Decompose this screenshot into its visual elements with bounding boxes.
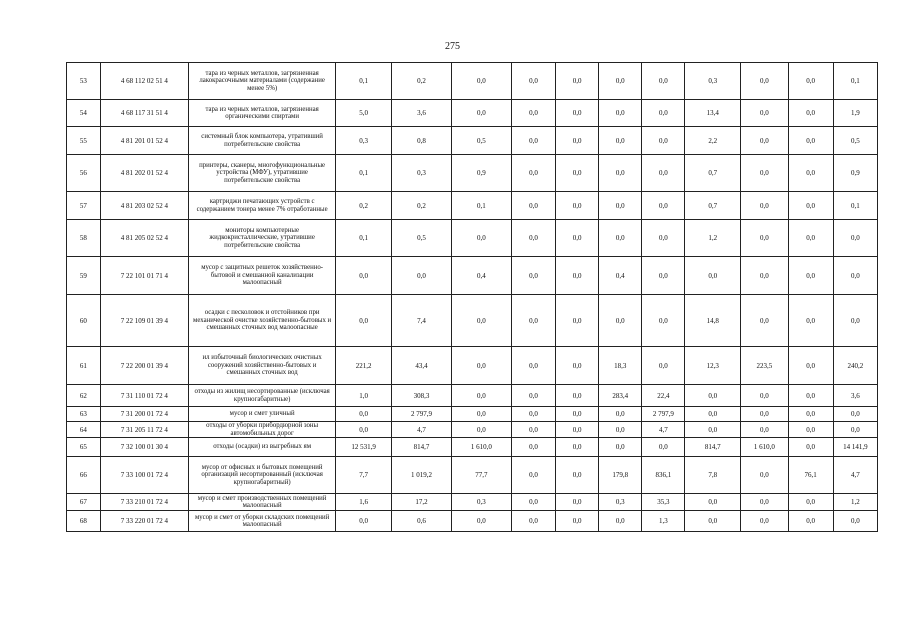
row-number-cell: 61 xyxy=(67,347,101,385)
table-row xyxy=(67,192,878,220)
value-cell: 0,0 xyxy=(788,220,833,257)
value-cell: 76,1 xyxy=(788,457,833,494)
code-cell: 7 22 200 01 39 4 xyxy=(100,347,188,385)
value-cell: 0,0 xyxy=(642,257,685,295)
value-cell: 0,0 xyxy=(741,100,788,127)
code-cell: 7 22 101 01 71 4 xyxy=(100,257,188,295)
value-cell: 0,0 xyxy=(741,127,788,155)
value-cell: 0,1 xyxy=(833,63,877,100)
value-cell: 35,3 xyxy=(642,494,685,511)
name-cell: картриджи печатающих устройств с содержанием тонера менее 7% отработанные xyxy=(189,192,336,220)
value-cell: 0,9 xyxy=(833,155,877,192)
value-cell: 0,6 xyxy=(391,511,451,532)
value-cell: 0,0 xyxy=(599,127,642,155)
value-cell: 0,0 xyxy=(741,385,788,407)
code-cell: 4 68 112 02 51 4 xyxy=(100,63,188,100)
value-cell: 0,0 xyxy=(556,127,599,155)
value-cell: 0,0 xyxy=(556,511,599,532)
row-number-cell: 64 xyxy=(67,422,101,438)
value-cell: 0,5 xyxy=(391,220,451,257)
value-cell: 0,5 xyxy=(451,127,511,155)
value-cell: 836,1 xyxy=(642,457,685,494)
value-cell: 1,6 xyxy=(336,494,392,511)
name-cell: тара из черных металлов, загрязненная органическими спиртами xyxy=(189,100,336,127)
value-cell: 0,2 xyxy=(391,192,451,220)
row-number-cell: 56 xyxy=(67,155,101,192)
code-cell: 4 81 202 01 52 4 xyxy=(100,155,188,192)
value-cell: 43,4 xyxy=(391,347,451,385)
row-number-cell: 58 xyxy=(67,220,101,257)
name-cell: принтеры, сканеры, многофункциональные устройства (МФУ), утратившие потребительские свойства xyxy=(189,155,336,192)
value-cell: 0,7 xyxy=(685,192,741,220)
code-cell: 7 31 110 01 72 4 xyxy=(100,385,188,407)
value-cell: 0,0 xyxy=(556,347,599,385)
value-cell: 13,4 xyxy=(685,100,741,127)
value-cell: 0,1 xyxy=(336,63,392,100)
value-cell: 0,0 xyxy=(741,422,788,438)
value-cell: 0,0 xyxy=(642,295,685,347)
value-cell: 77,7 xyxy=(451,457,511,494)
value-cell: 0,0 xyxy=(642,347,685,385)
value-cell: 0,0 xyxy=(599,220,642,257)
value-cell: 0,3 xyxy=(336,127,392,155)
value-cell: 0,0 xyxy=(511,494,555,511)
value-cell: 0,0 xyxy=(741,192,788,220)
value-cell: 0,0 xyxy=(741,63,788,100)
value-cell: 0,0 xyxy=(685,422,741,438)
value-cell: 0,0 xyxy=(511,155,555,192)
row-number-cell: 62 xyxy=(67,385,101,407)
table-row xyxy=(67,407,878,422)
value-cell: 1,2 xyxy=(833,494,877,511)
value-cell: 0,0 xyxy=(556,422,599,438)
value-cell: 0,0 xyxy=(556,220,599,257)
value-cell: 0,0 xyxy=(741,155,788,192)
name-cell: осадки с песколовок и отстойников при механической очистке хозяйственно-бытовых и смешанных сточных вод малоопасные xyxy=(189,295,336,347)
value-cell: 4,7 xyxy=(391,422,451,438)
value-cell: 0,0 xyxy=(599,295,642,347)
value-cell: 0,0 xyxy=(336,257,392,295)
row-number-cell: 68 xyxy=(67,511,101,532)
value-cell: 0,0 xyxy=(451,220,511,257)
row-number-cell: 63 xyxy=(67,407,101,422)
value-cell: 1 610,0 xyxy=(451,438,511,457)
value-cell: 0,0 xyxy=(511,127,555,155)
value-cell: 0,0 xyxy=(336,295,392,347)
value-cell: 0,0 xyxy=(788,192,833,220)
value-cell: 223,5 xyxy=(741,347,788,385)
value-cell: 0,0 xyxy=(556,100,599,127)
value-cell: 0,0 xyxy=(511,295,555,347)
table-row xyxy=(67,257,878,295)
row-number-cell: 60 xyxy=(67,295,101,347)
value-cell: 12 531,9 xyxy=(336,438,392,457)
value-cell: 0,2 xyxy=(336,192,392,220)
code-cell: 7 32 100 01 30 4 xyxy=(100,438,188,457)
value-cell: 0,0 xyxy=(642,100,685,127)
value-cell: 0,0 xyxy=(788,494,833,511)
name-cell: отходы из жилищ несортированные (исключая крупногабаритные) xyxy=(189,385,336,407)
value-cell: 0,2 xyxy=(391,63,451,100)
value-cell: 1 019,2 xyxy=(391,457,451,494)
name-cell: системный блок компьютера, утративший потребительские свойства xyxy=(189,127,336,155)
value-cell: 0,0 xyxy=(556,257,599,295)
value-cell: 0,0 xyxy=(451,407,511,422)
value-cell: 0,1 xyxy=(336,155,392,192)
value-cell: 0,0 xyxy=(511,257,555,295)
table-row xyxy=(67,295,878,347)
value-cell: 3,6 xyxy=(391,100,451,127)
value-cell: 0,0 xyxy=(833,257,877,295)
row-number-cell: 55 xyxy=(67,127,101,155)
value-cell: 814,7 xyxy=(391,438,451,457)
value-cell: 1,0 xyxy=(336,385,392,407)
value-cell: 0,0 xyxy=(511,347,555,385)
value-cell: 0,0 xyxy=(511,100,555,127)
row-number-cell: 59 xyxy=(67,257,101,295)
value-cell: 221,2 xyxy=(336,347,392,385)
table-row xyxy=(67,422,878,438)
value-cell: 0,0 xyxy=(741,457,788,494)
value-cell: 308,3 xyxy=(391,385,451,407)
value-cell: 7,8 xyxy=(685,457,741,494)
name-cell: тара из черных металлов, загрязненная лакокрасочными материалами (содержание менее 5%) xyxy=(189,63,336,100)
value-cell: 1,3 xyxy=(642,511,685,532)
value-cell: 0,0 xyxy=(599,192,642,220)
table-row xyxy=(67,63,878,100)
value-cell: 0,0 xyxy=(788,438,833,457)
code-cell: 7 31 200 01 72 4 xyxy=(100,407,188,422)
table-row xyxy=(67,155,878,192)
value-cell: 22,4 xyxy=(642,385,685,407)
value-cell: 7,7 xyxy=(336,457,392,494)
row-number-cell: 53 xyxy=(67,63,101,100)
value-cell: 0,0 xyxy=(642,127,685,155)
value-cell: 0,0 xyxy=(556,63,599,100)
name-cell: мусор и смет от уборки складских помещений малоопасный xyxy=(189,511,336,532)
value-cell: 0,0 xyxy=(451,511,511,532)
value-cell: 4,7 xyxy=(833,457,877,494)
code-cell: 4 81 201 01 52 4 xyxy=(100,127,188,155)
code-cell: 7 22 109 01 39 4 xyxy=(100,295,188,347)
value-cell: 4,7 xyxy=(642,422,685,438)
table-row xyxy=(67,511,878,532)
value-cell: 0,0 xyxy=(685,494,741,511)
value-cell: 0,9 xyxy=(451,155,511,192)
value-cell: 0,0 xyxy=(556,155,599,192)
value-cell: 0,0 xyxy=(788,407,833,422)
table-row xyxy=(67,347,878,385)
value-cell: 0,0 xyxy=(599,155,642,192)
name-cell: мусор и смет производственных помещений малоопасный xyxy=(189,494,336,511)
value-cell: 0,0 xyxy=(511,63,555,100)
value-cell: 0,0 xyxy=(685,257,741,295)
value-cell: 2 797,9 xyxy=(391,407,451,422)
table-row xyxy=(67,457,878,494)
value-cell: 2 797,9 xyxy=(642,407,685,422)
value-cell: 14,8 xyxy=(685,295,741,347)
value-cell: 0,0 xyxy=(599,407,642,422)
name-cell: мусор от офисных и бытовых помещений организаций несортированный (исключая крупногабаритный) xyxy=(189,457,336,494)
value-cell: 0,0 xyxy=(833,220,877,257)
table-row xyxy=(67,220,878,257)
value-cell: 0,0 xyxy=(556,494,599,511)
value-cell: 0,0 xyxy=(833,511,877,532)
page-number: 275 xyxy=(445,41,460,52)
table-row xyxy=(67,127,878,155)
value-cell: 0,0 xyxy=(511,422,555,438)
value-cell: 0,0 xyxy=(556,407,599,422)
value-cell: 0,0 xyxy=(642,155,685,192)
value-cell: 0,0 xyxy=(511,220,555,257)
value-cell: 0,0 xyxy=(599,511,642,532)
value-cell: 0,0 xyxy=(336,407,392,422)
value-cell: 0,0 xyxy=(556,295,599,347)
table-row xyxy=(67,438,878,457)
value-cell: 0,0 xyxy=(599,63,642,100)
value-cell: 0,0 xyxy=(511,385,555,407)
value-cell: 0,4 xyxy=(451,257,511,295)
value-cell: 1,9 xyxy=(833,100,877,127)
value-cell: 0,0 xyxy=(685,385,741,407)
row-number-cell: 57 xyxy=(67,192,101,220)
value-cell: 0,0 xyxy=(451,385,511,407)
value-cell: 0,0 xyxy=(451,295,511,347)
code-cell: 7 31 205 11 72 4 xyxy=(100,422,188,438)
value-cell: 0,0 xyxy=(788,257,833,295)
value-cell: 0,0 xyxy=(511,407,555,422)
name-cell: мусор с защитных решеток хозяйственно-бытовой и смешанной канализации малоопасный xyxy=(189,257,336,295)
row-number-cell: 67 xyxy=(67,494,101,511)
value-cell: 0,0 xyxy=(556,192,599,220)
name-cell: ил избыточный биологических очистных сооружений хозяйственно-бытовых и смешанных сточных вод xyxy=(189,347,336,385)
code-cell: 4 68 117 31 51 4 xyxy=(100,100,188,127)
value-cell: 0,0 xyxy=(642,63,685,100)
value-cell: 0,0 xyxy=(741,220,788,257)
value-cell: 7,4 xyxy=(391,295,451,347)
value-cell: 0,0 xyxy=(451,100,511,127)
value-cell: 0,0 xyxy=(511,438,555,457)
value-cell: 0,0 xyxy=(599,100,642,127)
value-cell: 0,0 xyxy=(741,494,788,511)
value-cell: 0,0 xyxy=(833,422,877,438)
value-cell: 1,2 xyxy=(685,220,741,257)
value-cell: 0,0 xyxy=(599,422,642,438)
value-cell: 0,0 xyxy=(685,407,741,422)
value-cell: 14 141,9 xyxy=(833,438,877,457)
value-cell: 0,0 xyxy=(788,63,833,100)
value-cell: 0,0 xyxy=(642,438,685,457)
value-cell: 0,0 xyxy=(833,295,877,347)
value-cell: 240,2 xyxy=(833,347,877,385)
value-cell: 0,7 xyxy=(685,155,741,192)
value-cell: 0,0 xyxy=(336,422,392,438)
value-cell: 0,0 xyxy=(741,257,788,295)
value-cell: 0,0 xyxy=(511,511,555,532)
code-cell: 4 81 203 02 52 4 xyxy=(100,192,188,220)
value-cell: 0,0 xyxy=(642,220,685,257)
value-cell: 0,0 xyxy=(788,100,833,127)
value-cell: 0,0 xyxy=(556,438,599,457)
value-cell: 0,0 xyxy=(336,511,392,532)
name-cell: мониторы компьютерные жидкокристаллические, утратившие потребительские свойства xyxy=(189,220,336,257)
value-cell: 0,0 xyxy=(788,511,833,532)
waste-table xyxy=(66,62,878,532)
value-cell: 0,0 xyxy=(556,457,599,494)
value-cell: 0,0 xyxy=(741,407,788,422)
value-cell: 0,1 xyxy=(336,220,392,257)
value-cell: 0,5 xyxy=(833,127,877,155)
value-cell: 0,0 xyxy=(451,422,511,438)
value-cell: 0,0 xyxy=(788,385,833,407)
value-cell: 0,0 xyxy=(788,422,833,438)
value-cell: 18,3 xyxy=(599,347,642,385)
value-cell: 1 610,0 xyxy=(741,438,788,457)
value-cell: 0,1 xyxy=(833,192,877,220)
value-cell: 0,0 xyxy=(741,511,788,532)
value-cell: 0,0 xyxy=(556,385,599,407)
value-cell: 814,7 xyxy=(685,438,741,457)
value-cell: 0,3 xyxy=(685,63,741,100)
table-row xyxy=(67,385,878,407)
table-row xyxy=(67,100,878,127)
name-cell: мусор и смет уличный xyxy=(189,407,336,422)
value-cell: 0,0 xyxy=(391,257,451,295)
value-cell: 0,3 xyxy=(391,155,451,192)
code-cell: 7 33 210 01 72 4 xyxy=(100,494,188,511)
row-number-cell: 54 xyxy=(67,100,101,127)
name-cell: отходы (осадки) из выгребных ям xyxy=(189,438,336,457)
value-cell: 0,0 xyxy=(511,457,555,494)
value-cell: 0,0 xyxy=(451,63,511,100)
value-cell: 0,0 xyxy=(599,438,642,457)
value-cell: 0,0 xyxy=(788,155,833,192)
value-cell: 179,8 xyxy=(599,457,642,494)
value-cell: 5,0 xyxy=(336,100,392,127)
value-cell: 12,3 xyxy=(685,347,741,385)
value-cell: 0,0 xyxy=(833,407,877,422)
name-cell: отходы от уборки прибордюрной зоны автомобильных дорог xyxy=(189,422,336,438)
value-cell: 0,1 xyxy=(451,192,511,220)
value-cell: 0,0 xyxy=(451,347,511,385)
table-row xyxy=(67,494,878,511)
row-number-cell: 66 xyxy=(67,457,101,494)
row-number-cell: 65 xyxy=(67,438,101,457)
value-cell: 0,3 xyxy=(599,494,642,511)
value-cell: 0,0 xyxy=(788,295,833,347)
value-cell: 0,0 xyxy=(741,295,788,347)
code-cell: 7 33 100 01 72 4 xyxy=(100,457,188,494)
value-cell: 3,6 xyxy=(833,385,877,407)
value-cell: 17,2 xyxy=(391,494,451,511)
value-cell: 0,3 xyxy=(451,494,511,511)
value-cell: 0,0 xyxy=(788,127,833,155)
code-cell: 7 33 220 01 72 4 xyxy=(100,511,188,532)
value-cell: 0,8 xyxy=(391,127,451,155)
value-cell: 0,0 xyxy=(642,192,685,220)
value-cell: 0,4 xyxy=(599,257,642,295)
value-cell: 2,2 xyxy=(685,127,741,155)
value-cell: 0,0 xyxy=(685,511,741,532)
code-cell: 4 81 205 02 52 4 xyxy=(100,220,188,257)
value-cell: 283,4 xyxy=(599,385,642,407)
value-cell: 0,0 xyxy=(788,347,833,385)
value-cell: 0,0 xyxy=(511,192,555,220)
